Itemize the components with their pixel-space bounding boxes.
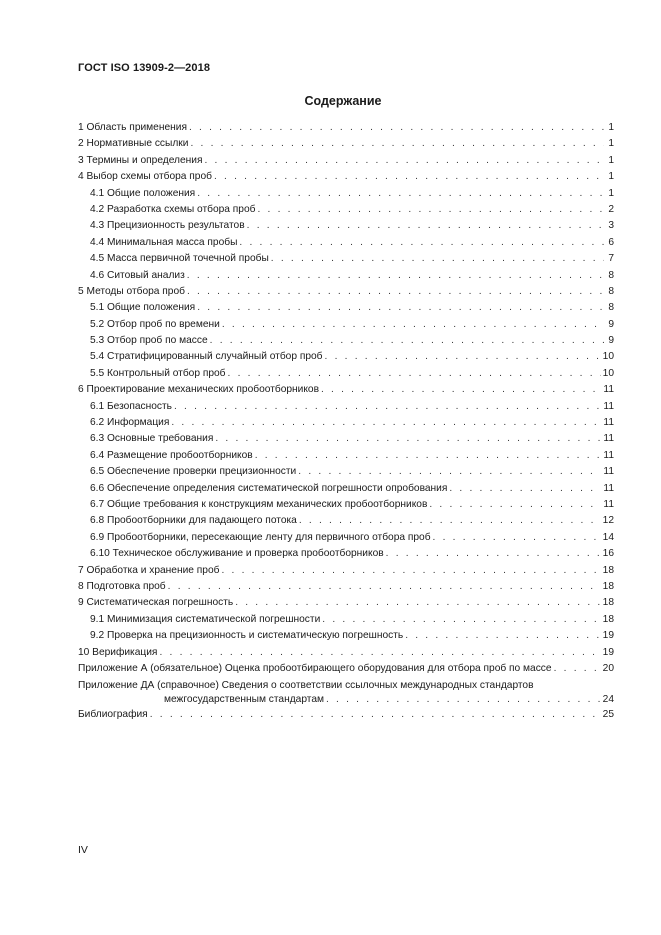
toc-leader-dots: [298, 464, 601, 480]
toc-entry-page: 1: [608, 122, 614, 133]
toc-leader-dots: [321, 382, 601, 398]
toc-entry[interactable]: [78, 546, 614, 562]
toc-entry-page: 10: [602, 351, 614, 363]
toc-entry[interactable]: [78, 382, 614, 398]
toc-entry-title-continued: [78, 692, 614, 707]
toc-entry-page: 8: [608, 285, 614, 297]
toc-entry[interactable]: [78, 628, 614, 644]
toc-leader-dots: [197, 186, 604, 202]
toc-entry-page: 1: [608, 171, 614, 183]
toc-entry-title: 2 Нормативные ссылки: [78, 138, 189, 150]
toc-entry-title: 9.2 Проверка на прецизионность и систематическую погрешность: [90, 630, 404, 642]
toc-leader-dots: [405, 628, 600, 644]
toc-entry-title-line2: межгосударственным стандартам: [164, 694, 324, 706]
toc-title: Содержание: [304, 94, 382, 108]
toc-entry-title: 6.3 Основные требования: [90, 433, 214, 445]
toc-entry-page: 1: [608, 154, 614, 166]
toc-entry-title: 7 Обработка и хранение проб: [78, 564, 220, 576]
toc-entry[interactable]: [78, 284, 614, 300]
toc-entry[interactable]: [78, 563, 614, 579]
toc-entry-title: 5.1 Общие положения: [90, 302, 196, 314]
toc-entry[interactable]: [78, 317, 614, 333]
toc-leader-dots: [325, 349, 601, 365]
toc-entry[interactable]: [78, 349, 614, 365]
toc-leader-dots: [322, 612, 600, 628]
toc-entry-title: 6 Проектирование механических пробоотборников: [78, 384, 319, 396]
toc-entry[interactable]: [78, 645, 614, 661]
toc-leader-dots: [429, 497, 601, 513]
toc-entry[interactable]: [78, 707, 614, 723]
toc-entry-page: 3: [608, 220, 614, 232]
toc-entry-page: 16: [602, 548, 614, 560]
toc-leader-dots: [239, 235, 604, 251]
toc-entry-title: 6.8 Пробоотборники для падающего потока: [90, 515, 297, 527]
toc-entry-title: 3 Термины и определения: [78, 154, 203, 166]
toc-entry[interactable]: [78, 251, 614, 267]
toc-entry-title: 5.4 Стратифицированный случайный отбор проб: [90, 351, 323, 363]
toc-entry[interactable]: [78, 120, 614, 136]
toc-entry-page: 11: [603, 449, 614, 461]
toc-entry-page: 14: [602, 531, 614, 543]
toc-entry[interactable]: [78, 268, 614, 284]
toc-entry-title: 6.1 Безопасность: [90, 400, 172, 412]
toc-entry-title: Библиография: [78, 709, 148, 721]
toc-entry-title: 5.2 Отбор проб по времени: [90, 318, 220, 330]
toc-entry[interactable]: [78, 464, 614, 480]
toc-entry[interactable]: [78, 481, 614, 497]
toc-entry-title: 6.2 Информация: [90, 417, 170, 429]
toc-entry-page: 11: [603, 482, 614, 494]
toc-entry-page: 12: [602, 515, 614, 527]
toc-entry-title: 10 Верификация: [78, 646, 158, 658]
toc-entry-title: 6.7 Общие требования к конструкциям механических пробоотборников: [90, 498, 428, 510]
toc-leader-dots: [174, 399, 601, 415]
toc-leader-dots: [204, 153, 604, 169]
toc-entry-title: 6.4 Размещение пробоотборников: [90, 449, 253, 461]
toc-leader-dots: [171, 415, 601, 431]
toc-leader-dots: [221, 563, 600, 579]
toc-entry-page: 11: [603, 466, 614, 478]
toc-entry[interactable]: [78, 333, 614, 349]
toc-leader-dots: [215, 431, 601, 447]
toc-leader-dots: [222, 317, 604, 333]
toc-entry-page: 18: [602, 580, 614, 592]
toc-leader-dots: [299, 513, 601, 529]
toc-entry-page: 18: [602, 597, 614, 609]
toc-entry-page: 11: [603, 384, 614, 396]
toc-entry-page: 11: [603, 400, 614, 412]
toc-entry-title: 5.3 Отбор проб по массе: [90, 335, 208, 347]
toc-entry-page: 18: [602, 564, 614, 576]
toc-entry[interactable]: [78, 169, 614, 185]
toc-entry-page: 11: [603, 417, 614, 429]
toc-leader-dots: [271, 251, 604, 267]
toc-leader-dots: [255, 448, 602, 464]
toc-entry[interactable]: [78, 399, 614, 415]
toc-entry[interactable]: [78, 661, 614, 677]
toc-leader-dots: [197, 300, 604, 316]
toc-entry-page: 18: [602, 613, 614, 625]
toc-entry-title: Приложение А (обязательное) Оценка пробоотбирающего оборудования для отбора проб по массе: [78, 662, 552, 674]
toc-entry-title: 4.4 Минимальная масса пробы: [90, 236, 238, 248]
toc-leader-dots: [386, 546, 601, 562]
toc-leader-dots: [554, 661, 601, 677]
toc-entry[interactable]: [78, 202, 614, 218]
toc-entry[interactable]: [78, 579, 614, 595]
toc-leader-dots: [159, 645, 600, 661]
toc-entry-title: 6.10 Техническое обслуживание и проверка пробоотборников: [90, 548, 384, 560]
toc-entry-title: 4.3 Прецизионность результатов: [90, 220, 245, 232]
toc-entry-title: 4.1 Общие положения: [90, 187, 196, 199]
toc-entry-title: 8 Подготовка проб: [78, 580, 166, 592]
toc-leader-dots: [247, 218, 604, 234]
toc-entry-title: 4.2 Разработка схемы отбора проб: [90, 203, 256, 215]
toc-entry-title: 9 Систематическая погрешность: [78, 597, 234, 609]
toc-leader-dots: [187, 284, 604, 300]
toc-entry-page: 2: [608, 203, 614, 215]
toc-entry[interactable]: [78, 300, 614, 316]
toc-leader-dots: [168, 579, 601, 595]
page-number: IV: [78, 844, 88, 856]
toc-entry-page: 1: [608, 138, 614, 150]
toc-entry-page: 11: [603, 498, 614, 510]
toc-entry[interactable]: [78, 218, 614, 234]
toc-entry[interactable]: [78, 235, 614, 251]
toc-entry[interactable]: [78, 366, 614, 382]
toc-entry-title: 6.5 Обеспечение проверки прецизионности: [90, 466, 297, 478]
toc-entry[interactable]: [78, 431, 614, 447]
toc-entry[interactable]: [78, 497, 614, 513]
toc-entry[interactable]: [78, 136, 614, 152]
toc-entry-page: 20: [602, 662, 614, 674]
toc-entry-title: 4.6 Ситовый анализ: [90, 269, 185, 281]
toc-entry[interactable]: [78, 513, 614, 529]
toc-entry[interactable]: [78, 186, 614, 202]
toc-leader-dots: [214, 169, 604, 185]
toc-entry-title: 5 Методы отбора проб: [78, 285, 185, 297]
toc-leader-dots: [326, 692, 601, 707]
toc-entry[interactable]: [78, 448, 614, 464]
document-code: ГОСТ ISO 13909-2—2018: [78, 62, 211, 74]
toc-leader-dots: [235, 595, 600, 611]
toc-entry[interactable]: [78, 415, 614, 431]
toc-entry-page: 6: [608, 236, 614, 248]
toc-entry[interactable]: [78, 530, 614, 546]
toc-entry-page: 25: [602, 709, 614, 721]
toc-entry-title: 1 Область применения: [78, 122, 187, 133]
toc-entry[interactable]: [78, 595, 614, 611]
toc-entry-page: 7: [608, 253, 614, 265]
toc-leader-dots: [189, 120, 604, 136]
toc-entry-page: 10: [602, 367, 614, 379]
toc-leader-dots: [210, 333, 604, 349]
toc-entry-title: 4 Выбор схемы отбора проб: [78, 171, 212, 183]
toc-leader-dots: [187, 268, 604, 284]
toc-entry-title: 6.9 Пробоотборники, пересекающие ленту для первичного отбора проб: [90, 531, 431, 543]
table-of-contents: [78, 120, 614, 724]
toc-leader-dots: [190, 136, 604, 152]
toc-entry-annex-da[interactable]: [78, 677, 614, 707]
toc-entry[interactable]: [78, 153, 614, 169]
toc-entry-page: 9: [608, 335, 614, 347]
toc-entry-page: 8: [608, 302, 614, 314]
toc-leader-dots: [150, 707, 601, 723]
toc-entry-page: 8: [608, 269, 614, 281]
toc-entry-title: 4.5 Масса первичной точечной пробы: [90, 253, 269, 265]
toc-entry-title: 6.6 Обеспечение определения систематической погрешности опробования: [90, 482, 448, 494]
toc-entry-page: 1: [608, 187, 614, 199]
toc-leader-dots: [433, 530, 601, 546]
toc-entry-page: 11: [603, 433, 614, 445]
toc-entry-page: 19: [602, 646, 614, 658]
toc-entry[interactable]: [78, 612, 614, 628]
toc-entry-title: Приложение ДА (справочное) Сведения о соответствии ссылочных международных стандартов: [78, 680, 534, 692]
toc-leader-dots: [228, 366, 601, 382]
toc-entry-page: 24: [602, 694, 614, 706]
toc-entry-page: 19: [602, 630, 614, 642]
toc-leader-dots: [257, 202, 604, 218]
toc-leader-dots: [449, 481, 601, 497]
toc-entry-page: 9: [608, 318, 614, 330]
toc-entry-title: 9.1 Минимизация систематической погрешности: [90, 613, 321, 625]
toc-entry-title: 5.5 Контрольный отбор проб: [90, 367, 226, 379]
